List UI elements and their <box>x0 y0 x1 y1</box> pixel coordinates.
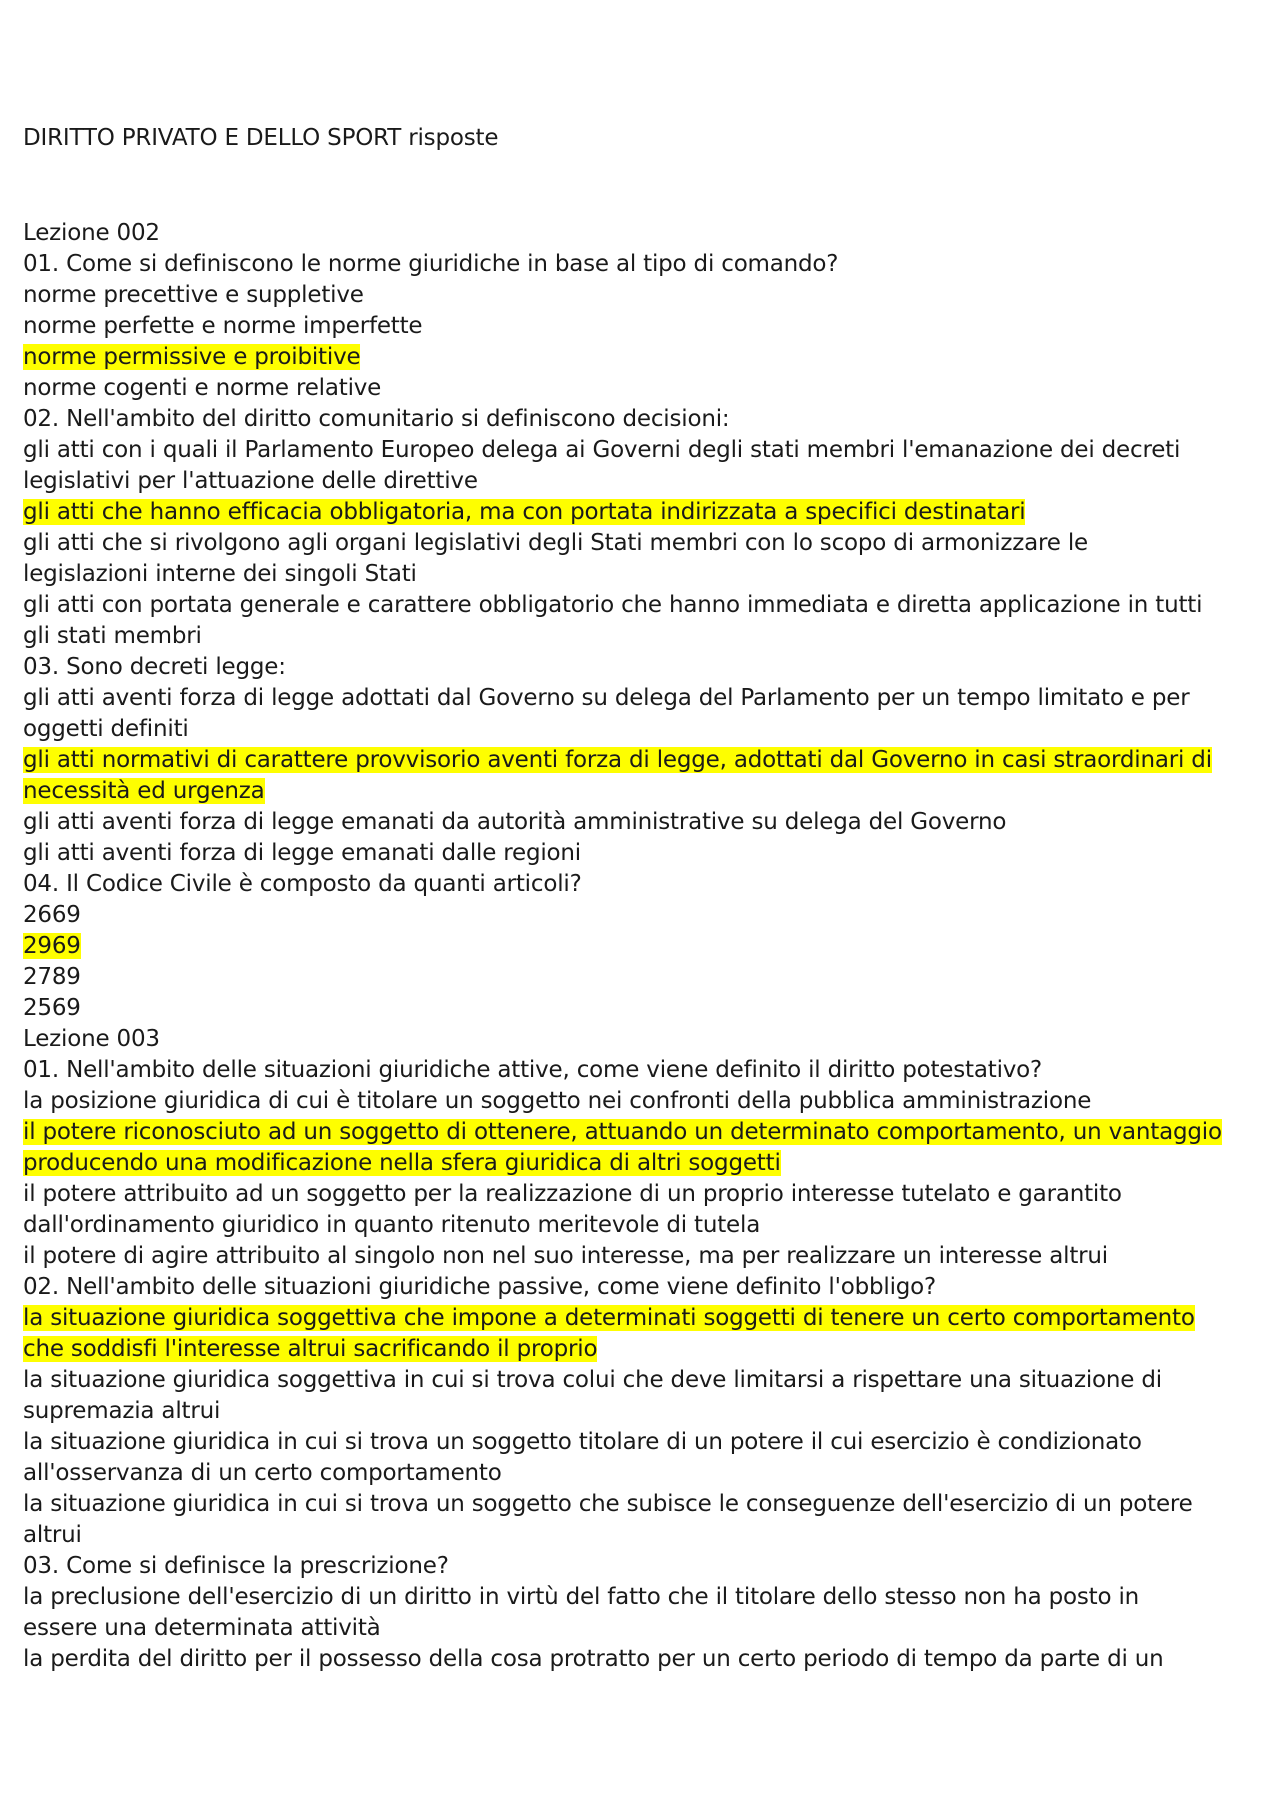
line-text: norme permissive e proibitive <box>23 344 361 370</box>
question-line <box>23 1551 1263 1582</box>
line-text: che soddisfi l'interesse altrui sacrificando il proprio <box>23 1336 598 1362</box>
line-text: legislativi per l'attuazione delle direttive <box>23 468 478 494</box>
line-text: legislazioni interne dei singoli Stati <box>23 561 417 587</box>
answer-line <box>23 1365 1263 1396</box>
line-text: dall'ordinamento giuridico in quanto ritenuto meritevole di tutela <box>23 1212 761 1238</box>
line-text: gli atti normativi di carattere provvisorio aventi forza di legge, adottati dal Governo in casi straordinari di <box>23 747 1212 773</box>
answer-line <box>23 621 1263 652</box>
line-text: supremazia altrui <box>23 1398 221 1424</box>
line-text: essere una determinata attività <box>23 1615 381 1641</box>
answer-line <box>23 1396 1263 1427</box>
answer-line <box>23 900 1263 931</box>
line-text: la situazione giuridica soggettiva in cui si trova colui che deve limitarsi a rispettare una situazione di <box>23 1367 1162 1393</box>
line-text: Lezione 002 <box>23 220 160 246</box>
correct-answer-line <box>23 342 1263 373</box>
line-text: la situazione giuridica in cui si trova un soggetto che subisce le conseguenze dell'esercizio di un potere <box>23 1491 1193 1517</box>
correct-answer-line <box>23 745 1263 776</box>
answer-line <box>23 435 1263 466</box>
correct-answer-line <box>23 497 1263 528</box>
line-text: il potere riconosciuto ad un soggetto di ottenere, attuando un determinato comportamento, un vantaggio <box>23 1119 1222 1145</box>
line-text: producendo una modificazione nella sfera giuridica di altri soggetti <box>23 1150 781 1176</box>
answer-line <box>23 280 1263 311</box>
document-title: DIRITTO PRIVATO E DELLO SPORT risposte <box>23 125 499 151</box>
line-text: gli atti aventi forza di legge adottati dal Governo su delega del Parlamento per un tempo limitato e per <box>23 685 1190 711</box>
question-line <box>23 249 1263 280</box>
question-line <box>23 652 1263 683</box>
line-text: all'osservanza di un certo comportamento <box>23 1460 502 1486</box>
line-text: gli atti che si rivolgono agli organi legislativi degli Stati membri con lo scopo di armonizzare le <box>23 530 1088 556</box>
answer-line <box>23 1086 1263 1117</box>
answer-line <box>23 466 1263 497</box>
answer-line <box>23 1179 1263 1210</box>
correct-answer-line <box>23 1148 1263 1179</box>
question-line <box>23 1272 1263 1303</box>
line-text: Lezione 003 <box>23 1026 160 1052</box>
answer-line <box>23 590 1263 621</box>
line-text: 03. Sono decreti legge: <box>23 654 286 680</box>
line-text: la situazione giuridica soggettiva che impone a determinati soggetti di tenere un certo comportamento <box>23 1305 1195 1331</box>
answer-line <box>23 683 1263 714</box>
document-body <box>23 218 1263 1675</box>
line-text: gli atti aventi forza di legge emanati da autorità amministrative su delega del Governo <box>23 809 1007 835</box>
answer-line <box>23 962 1263 993</box>
answer-line <box>23 1582 1263 1613</box>
question-line <box>23 1055 1263 1086</box>
line-text: la situazione giuridica in cui si trova un soggetto titolare di un potere il cui esercizio è condizionato <box>23 1429 1142 1455</box>
line-text: 2569 <box>23 995 81 1021</box>
line-text: 03. Come si definisce la prescrizione? <box>23 1553 449 1579</box>
line-text: 02. Nell'ambito del diritto comunitario si definiscono decisioni: <box>23 406 730 432</box>
answer-line <box>23 1520 1263 1551</box>
line-text: la preclusione dell'esercizio di un diritto in virtù del fatto che il titolare dello stesso non ha posto in <box>23 1584 1140 1610</box>
answer-line <box>23 311 1263 342</box>
line-text: 2669 <box>23 902 81 928</box>
line-text: 04. Il Codice Civile è composto da quanti articoli? <box>23 871 582 897</box>
line-text: gli atti con i quali il Parlamento Europeo delega ai Governi degli stati membri l'emanazione dei decreti <box>23 437 1181 463</box>
answer-line <box>23 1241 1263 1272</box>
answer-line <box>23 528 1263 559</box>
line-text: gli atti aventi forza di legge emanati dalle regioni <box>23 840 581 866</box>
correct-answer-line <box>23 931 1263 962</box>
answer-line <box>23 993 1263 1024</box>
line-text: 2969 <box>23 933 81 959</box>
line-text: gli atti che hanno efficacia obbligatoria, ma con portata indirizzata a specifici destinatari <box>23 499 1026 525</box>
answer-line <box>23 1613 1263 1644</box>
line-text: norme cogenti e norme relative <box>23 375 382 401</box>
answer-line <box>23 1427 1263 1458</box>
line-text: 02. Nell'ambito delle situazioni giuridiche passive, come viene definito l'obbligo? <box>23 1274 937 1300</box>
line-text: 01. Come si definiscono le norme giuridiche in base al tipo di comando? <box>23 251 839 277</box>
line-text: necessità ed urgenza <box>23 778 265 804</box>
answer-line <box>23 838 1263 869</box>
line-text: la perdita del diritto per il possesso della cosa protratto per un certo periodo di tempo da parte di un <box>23 1646 1164 1672</box>
line-text: la posizione giuridica di cui è titolare un soggetto nei confronti della pubblica amministrazione <box>23 1088 1092 1114</box>
answer-line <box>23 807 1263 838</box>
line-text: il potere di agire attribuito al singolo non nel suo interesse, ma per realizzare un interesse altrui <box>23 1243 1108 1269</box>
answer-line <box>23 1644 1263 1675</box>
answer-line <box>23 559 1263 590</box>
answer-line <box>23 714 1263 745</box>
lesson-heading <box>23 1024 1263 1055</box>
answer-line <box>23 1489 1263 1520</box>
question-line <box>23 404 1263 435</box>
line-text: gli stati membri <box>23 623 202 649</box>
line-text: 01. Nell'ambito delle situazioni giuridiche attive, come viene definito il diritto potestativo? <box>23 1057 1043 1083</box>
line-text: gli atti con portata generale e carattere obbligatorio che hanno immediata e diretta applicazione in tutti <box>23 592 1203 618</box>
line-text: il potere attribuito ad un soggetto per la realizzazione di un proprio interesse tutelato e garantito <box>23 1181 1122 1207</box>
line-text: norme precettive e suppletive <box>23 282 364 308</box>
correct-answer-line <box>23 1334 1263 1365</box>
line-text: 2789 <box>23 964 81 990</box>
answer-line <box>23 1210 1263 1241</box>
correct-answer-line <box>23 1303 1263 1334</box>
correct-answer-line <box>23 1117 1263 1148</box>
line-text: norme perfette e norme imperfette <box>23 313 423 339</box>
line-text: oggetti definiti <box>23 716 189 742</box>
question-line <box>23 869 1263 900</box>
lesson-heading <box>23 218 1263 249</box>
correct-answer-line <box>23 776 1263 807</box>
answer-line <box>23 1458 1263 1489</box>
answer-line <box>23 373 1263 404</box>
line-text: altrui <box>23 1522 82 1548</box>
